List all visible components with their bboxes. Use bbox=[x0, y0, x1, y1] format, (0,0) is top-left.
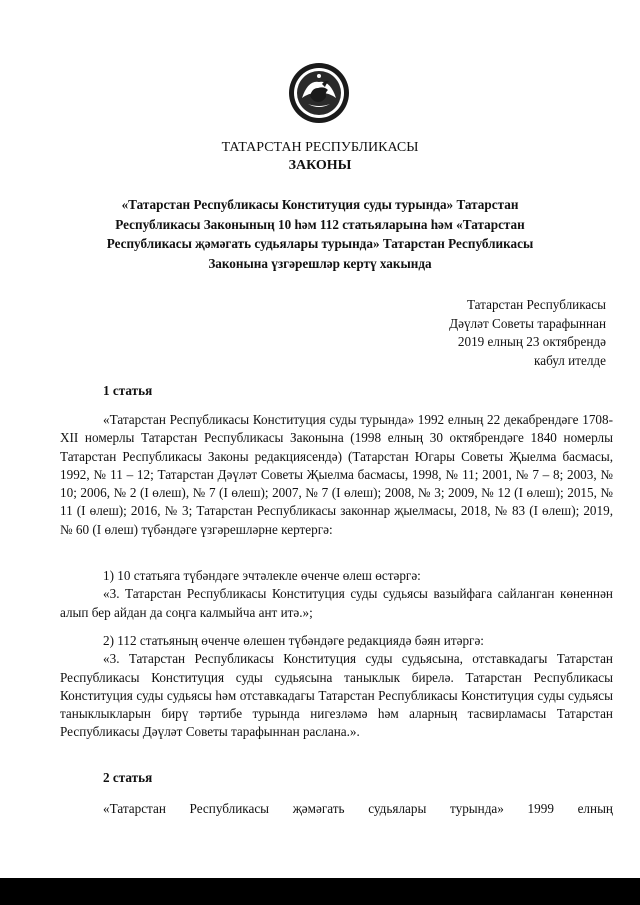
item-1-line: 1) 10 статьяга түбәндәге эчтәлекле өченче өлеш өстәргә: bbox=[103, 568, 421, 583]
republic-heading: ТАТАРСТАН РЕСПУБЛИКАСЫ bbox=[221, 140, 419, 155]
article-1-intro-text: «Татарстан Республикасы Конституция суды турында» 1992 елның 22 декабрендәге 1708-XII номерлы Татарстан Республикасы Законына (1998 елның 30 октябрендәге 1840 номерлы Татарстан Республикасы Законы редакциясендә) (Татарстан Югары Советы Җыелма басмасы, 1992, № 11 – 12; Татарстан Дәүләт Советы Җыелма басмасы, 1998, № 11; 2001, № 7 – 8; 2003, № 10; 2006, № 2 (I өлеш), № 7 (I өлеш); 2007, № 7 (I өлеш); 2008, № 3; 2009, № 12 (I өлеш); 2015, № 11 (I өлеш); 2016, № 3; Татарстан Республикасы законнар җыелмасы, 2018, № 83 (I өлеш); 2019, № 60 (I өлеш) түбәндәге үзгәрешләрне кертергә: bbox=[60, 412, 613, 537]
article-2-intro-text: «Татарстан Республикасы җәмәгать судьялары турында» 1999 елның bbox=[103, 801, 613, 816]
article-1-item-1 bbox=[60, 567, 613, 622]
item-1-quote: «3. Татарстан Республикасы Конституция суды судьясы вазыйфага сайланган көненнән алып бер айдан да соңга калмыйча ант итә.»; bbox=[60, 586, 613, 620]
adoption-line: кабул ителде bbox=[534, 352, 606, 368]
article-2-intro bbox=[60, 800, 613, 818]
adoption-line: 2019 елның 23 октябрендә bbox=[457, 334, 606, 350]
law-title: «Татарстан Республикасы Конституция суды турында» Татарстан Республикасы Законының 10 һәм 112 статьяларына һәм «Татарстан Республикасы җәмәгать судьялары турында» Татарстан Республикасы Законына үзгәрешләр кертү хакында bbox=[106, 197, 534, 271]
article-1-item-2 bbox=[60, 632, 613, 742]
scan-bottom-bar bbox=[0, 878, 640, 905]
coat-of-arms-emblem bbox=[288, 62, 350, 124]
adoption-line: Татарстан Республикасы bbox=[466, 297, 606, 312]
article-1-intro bbox=[60, 411, 613, 539]
emblem-icon bbox=[288, 62, 350, 124]
adoption-line: Дәүләт Советы тарафыннан bbox=[449, 315, 606, 331]
adoption-block bbox=[346, 296, 606, 370]
law-heading: ЗАКОНЫ bbox=[288, 158, 352, 173]
article-2-heading: 2 статья bbox=[103, 770, 153, 785]
item-2-line: 2) 112 статьяның өченче өлешен түбәндәге редакциядә бәян итәргә: bbox=[103, 633, 484, 648]
article-1-heading: 1 статья bbox=[103, 383, 153, 398]
item-2-quote: «3. Татарстан Республикасы Конституция суды судьясына, отставкадагы Татарстан Республикасы Конституция суды судьясына таныклык бирелә. Татарстан Республикасы Конституция суды судьясы һәм отставкадагы Татарстан Республикасы Конституция суды судьясы таныклыкларын бирү тәртибе турында нигезләмә һәм аларның тасвирламасы Татарстан Республикасы Дәүләт Советы тарафыннан раслана.». bbox=[60, 651, 613, 740]
